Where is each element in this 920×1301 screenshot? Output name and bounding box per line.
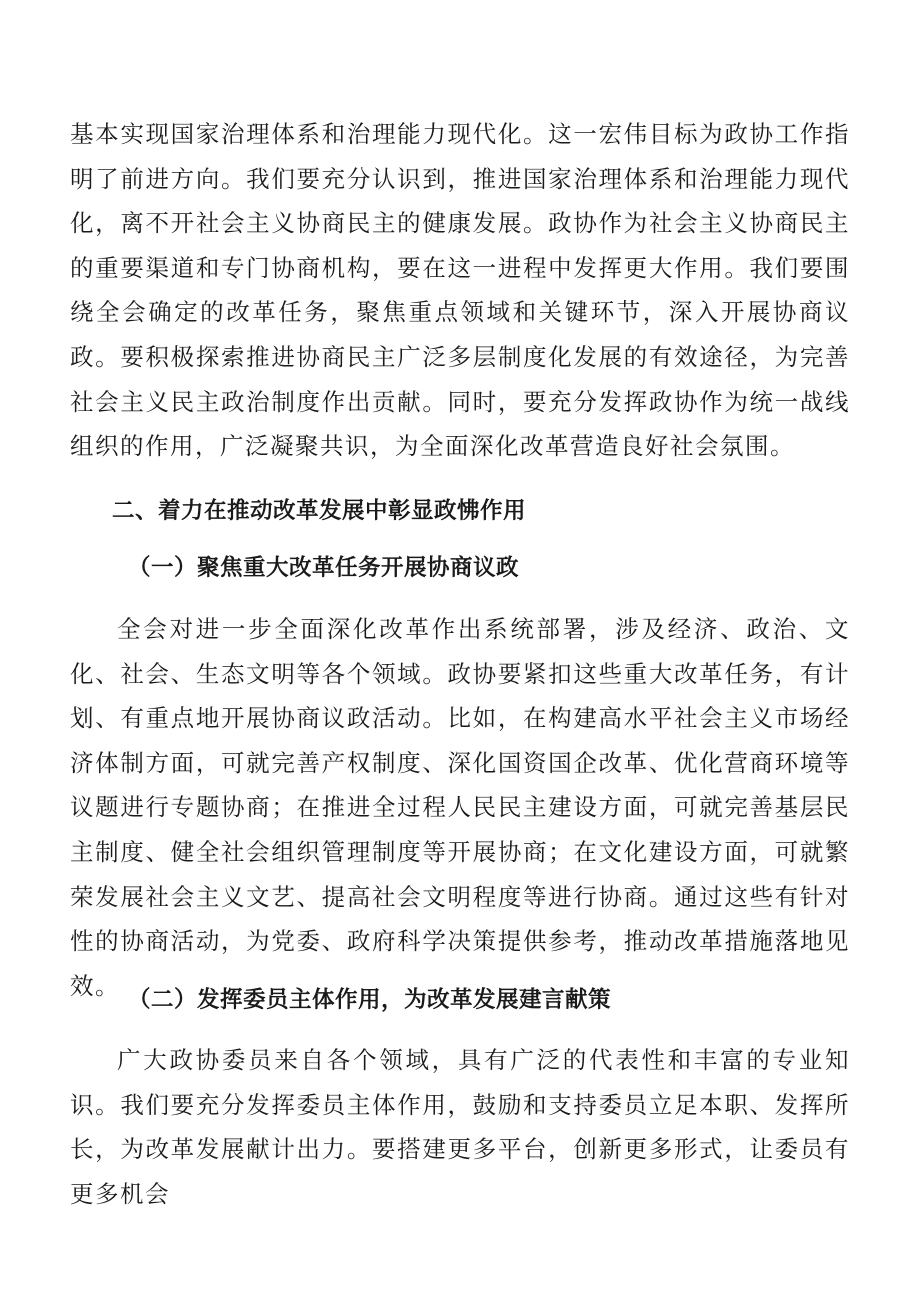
body-paragraph-3: 广大政协委员来自各个领域，具有广泛的代表性和丰富的专业知识。我们要充分发挥委员主体作用，鼓励和支持委员立足本职、发挥所长，为改革发展献计出力。要搭建更多平台，创新更多形式，让委员有更多机会 bbox=[70, 1046, 850, 1208]
subsection-heading-2: （二）发挥委员主体作用，为改革发展建言献策 bbox=[128, 987, 612, 1013]
body-paragraph-2: 全会对进一步全面深化改革作出系统部署，涉及经济、政治、文化、社会、生态文明等各个领域。政协要紧扣这些重大改革任务，有计划、有重点地开展协商议政活动。比如，在构建高水平社会主义市场经济体制方面，可就完善产权制度、深化国资国企改革、优化营商环境等议题进行专题协商；在推进全过程人民民主建设方面，可就完善基层民主制度、健全社会组织管理制度等开展协商；在文化建设方面，可就繁荣发展社会主义文艺、提高社会文明程度等进行协商。通过这些有针对性的协商活动，为党委、政府科学决策提供参考，推动改革措施落地见效。 bbox=[70, 615, 850, 1000]
section-heading: 二、着力在推动改革发展中彰显政怫作用 bbox=[112, 498, 527, 524]
body-paragraph-1: 基本实现国家治理体系和治理能力现代化。这一宏伟目标为政协工作指明了前进方向。我们要充分认识到，推进国家治理体系和治理能力现代化，离不开社会主义协商民主的健康发展。政协作为社会主义协商民主的重要渠道和专门协商机构，要在这一进程中发挥更大作用。我们要围绕全会确定的改革任务，聚焦重点领域和关键环节，深入开展协商议政。要积极探索推进协商民主广泛多层制度化发展的有效途径，为完善社会主义民主政治制度作出贡献。同时，要充分发挥政协作为统一战线组织的作用，广泛凝聚共识，为全面深化改革营造良好社会氛围。 bbox=[70, 120, 850, 461]
subsection-heading-1: （一）聚焦重大改革任务开展协商议政 bbox=[128, 555, 520, 581]
